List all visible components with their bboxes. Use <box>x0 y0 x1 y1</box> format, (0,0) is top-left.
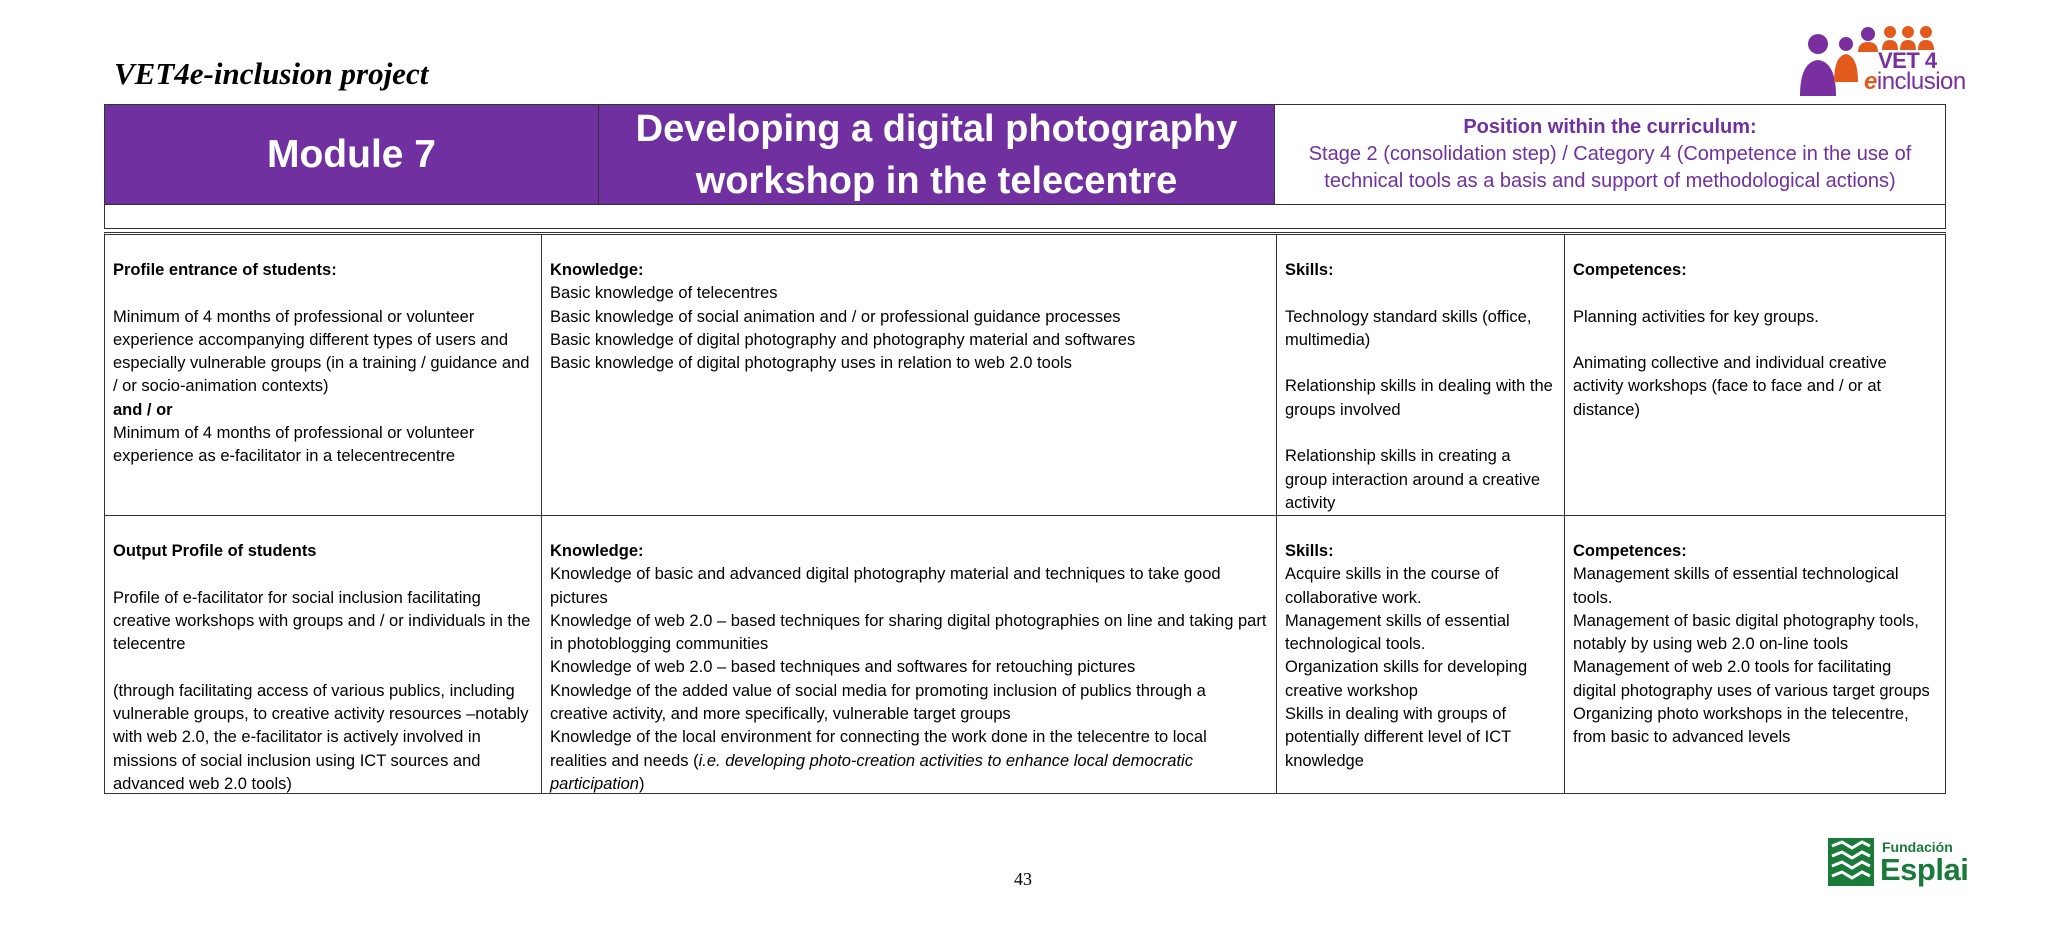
entrance-skills-item: Technology standard skills (office, multimedia) <box>1285 307 1532 349</box>
entrance-knowledge-item: Basic knowledge of digital photography uses in relation to web 2.0 tools <box>550 354 1072 373</box>
output-competences-item: Management skills of essential technological tools. <box>1573 565 1899 607</box>
knowledge-last-prefix: Knowledge of the local environment for connecting the work done in the telecentre to local realities and needs ( <box>550 728 1207 770</box>
entrance-profile-cell <box>105 235 542 515</box>
output-competences-label: Competences: <box>1573 542 1687 560</box>
module-title: Developing a digital photography workshop in the telecentre <box>599 105 1275 204</box>
curriculum-position <box>1275 105 1945 204</box>
output-competences-item: Management of web 2.0 tools for facilitating digital photography uses of various target groups <box>1573 658 1930 700</box>
fundacion-text: Fundación <box>1882 839 1953 855</box>
output-skills-item: Acquire skills in the course of collaborative work. <box>1285 565 1499 607</box>
output-skills-cell <box>1277 516 1565 794</box>
output-skills-item: Organization skills for developing creative workshop <box>1285 658 1528 700</box>
entrance-competences-item: Planning activities for key groups. <box>1573 307 1819 326</box>
output-competences-cell <box>1565 516 1945 794</box>
entrance-knowledge-label: Knowledge: <box>550 261 644 279</box>
entrance-competences-cell <box>1565 235 1945 515</box>
esplai-mark-icon <box>1828 838 1874 886</box>
output-profile-text-2: (through facilitating access of various publics, including vulnerable groups, to creative activity resources –notably with web 2.0, the e-facilitator is actively involved in missions of social inclusion using ICT sources and advanced web 2.0 tools) <box>113 681 529 793</box>
entrance-skills-label: Skills: <box>1285 261 1334 279</box>
knowledge-last-italic: i.e. developing photo-creation activities to enhance local democratic participation <box>550 751 1193 793</box>
position-text: Stage 2 (consolidation step) / Category 4 (Competence in the use of technical tools as a basis and support of methodological actions) <box>1308 143 1912 192</box>
entrance-skills-item: Relationship skills in dealing with the groups involved <box>1285 377 1553 419</box>
logo-inclusion-word: inclusion <box>1876 68 1966 95</box>
output-knowledge-item: Knowledge of basic and advanced digital photography material and techniques to take good pictures <box>550 565 1221 607</box>
output-profile-text-1: Profile of e-facilitator for social inclusion facilitating creative workshops with groups and / or individuals in the telecentre <box>113 588 531 654</box>
entrance-competences-label: Competences: <box>1573 261 1687 279</box>
spacer-row <box>104 205 1946 229</box>
position-label: Position within the curriculum: <box>1463 116 1757 138</box>
logo-inclusion-text <box>1864 68 1966 96</box>
entrance-profile-label: Profile entrance of students: <box>113 261 337 279</box>
project-title: VET4e-inclusion project <box>114 56 429 91</box>
output-profile-label: Output Profile of students <box>113 542 317 560</box>
entrance-competences-item: Animating collective and individual creative activity workshops (face to face and / or at distance) <box>1573 354 1887 419</box>
output-competences-item: Organizing photo workshops in the telecentre, from basic to advanced levels <box>1573 705 1909 747</box>
module-number: Module 7 <box>105 105 599 204</box>
output-knowledge-item-last <box>550 726 1268 794</box>
output-skills-label: Skills: <box>1285 542 1334 560</box>
knowledge-last-suffix: ) <box>638 774 645 793</box>
logo-vet-text: VET 4 <box>1878 48 1937 73</box>
output-knowledge-label: Knowledge: <box>550 542 644 560</box>
entrance-knowledge-item: Basic knowledge of digital photography and photography material and softwares <box>550 330 1136 349</box>
entrance-skills-item: Relationship skills in creating a group interaction around a creative activity <box>1285 447 1540 512</box>
output-skills-item: Skills in dealing with groups of potentially different level of ICT knowledge <box>1285 705 1511 770</box>
fundacion-esplai-logo <box>1828 838 1969 888</box>
entrance-profile-andor: and / or <box>113 400 173 419</box>
output-knowledge-item: Knowledge of web 2.0 – based techniques for sharing digital photographies on line and taking part in photoblogging communities <box>550 611 1267 654</box>
page-number: 43 <box>1014 869 1032 889</box>
esplai-text: Esplai <box>1880 852 1969 887</box>
output-row <box>105 516 1945 794</box>
output-profile-cell <box>105 516 542 794</box>
entrance-row <box>105 235 1945 516</box>
output-knowledge-cell <box>542 516 1277 794</box>
output-skills-item: Management skills of essential technological tools. <box>1285 611 1510 654</box>
entrance-profile-text-2: Minimum of 4 months of professional or volunteer experience as e-facilitator in a telecentrecentre <box>113 424 475 466</box>
entrance-skills-cell <box>1277 235 1565 515</box>
module-header <box>104 104 1946 205</box>
entrance-knowledge-cell <box>542 235 1277 515</box>
profile-table <box>104 232 1946 794</box>
logo-e-letter: e <box>1864 68 1877 95</box>
entrance-knowledge-item: Basic knowledge of telecentres <box>550 284 778 303</box>
entrance-knowledge-item: Basic knowledge of social animation and / or professional guidance processes <box>550 307 1121 326</box>
entrance-profile-text-1: Minimum of 4 months of professional or volunteer experience accompanying different types of users and especially vulnerable groups (in a training / guidance and / or socio-animation contexts) <box>113 307 530 396</box>
output-knowledge-item: Knowledge of web 2.0 – based techniques and softwares for retouching pictures <box>550 658 1136 677</box>
output-competences-item: Management of basic digital photography tools, notably by using web 2.0 on-line tools <box>1573 611 1919 654</box>
output-knowledge-item: Knowledge of the added value of social media for promoting inclusion of publics through a creative activity, and more specifically, vulnerable target groups <box>550 681 1206 724</box>
